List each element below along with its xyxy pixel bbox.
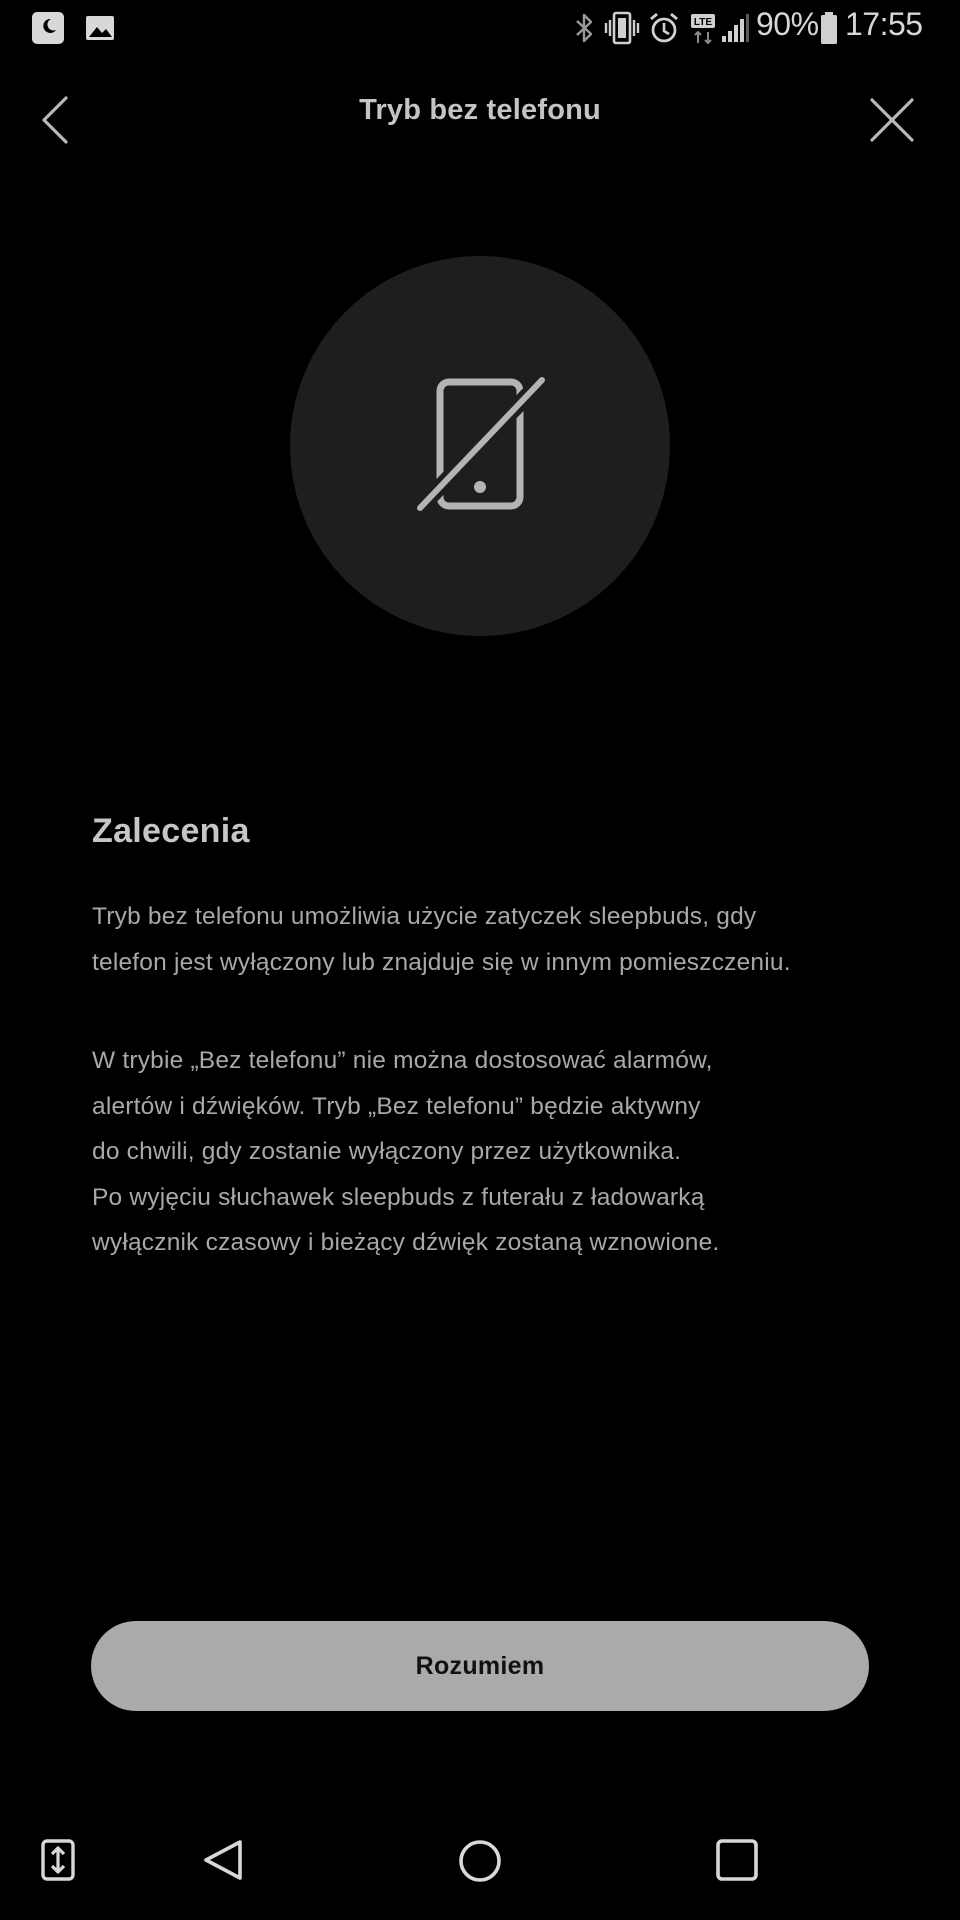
close-icon: [862, 90, 922, 150]
alarm-icon: [648, 10, 680, 46]
paragraph-line: telefon jest wyłączony lub znajduje się w innym pomieszczeniu.: [92, 948, 791, 976]
navigation-bar: [0, 1800, 960, 1920]
night-mode-icon: [30, 10, 66, 46]
nav-back-icon[interactable]: [200, 1836, 246, 1884]
section-heading: Zalecenia: [92, 812, 250, 850]
gallery-icon: [84, 10, 116, 46]
paragraph-line: W trybie „Bez telefonu” nie można dostosować alarmów,: [92, 1047, 713, 1074]
paragraph-line: Tryb bez telefonu umożliwia użycie zatyczek sleepbuds, gdy: [92, 903, 757, 930]
switch-app-icon[interactable]: [40, 1838, 76, 1882]
battery-icon: [818, 10, 840, 46]
status-bar: [0, 0, 960, 56]
chevron-left-icon: [28, 88, 84, 152]
status-time: 17:55: [845, 6, 923, 42]
lte-icon: [689, 12, 717, 46]
svg-text:LTE: LTE: [693, 17, 713, 28]
back-button[interactable]: [28, 88, 84, 152]
bluetooth-icon: [574, 12, 596, 44]
battery-percent: 90%: [756, 6, 819, 42]
nav-recents-icon[interactable]: [715, 1838, 759, 1882]
paragraph-line: do chwili, gdy zostanie wyłączony przez użytkownika.: [92, 1138, 682, 1165]
no-phone-icon: [408, 374, 552, 518]
paragraph-line: alertów i dźwięków. Tryb „Bez telefonu” będzie aktywny: [92, 1092, 701, 1120]
signal-icon: [720, 12, 750, 44]
vibrate-icon: [604, 10, 640, 46]
paragraph-line: wyłącznik czasowy i bieżący dźwięk zostaną wznowione.: [92, 1229, 720, 1256]
nav-home-icon[interactable]: [456, 1838, 504, 1884]
confirm-button[interactable]: Rozumiem: [91, 1621, 869, 1711]
page-title: Tryb bez telefonu: [359, 94, 601, 126]
paragraph-line: Po wyjęciu słuchawek sleepbuds z futerału z ładowarką: [92, 1183, 705, 1211]
paragraph-details: [92, 1038, 892, 1266]
close-button[interactable]: [862, 90, 922, 150]
paragraph-intro: [92, 894, 892, 985]
